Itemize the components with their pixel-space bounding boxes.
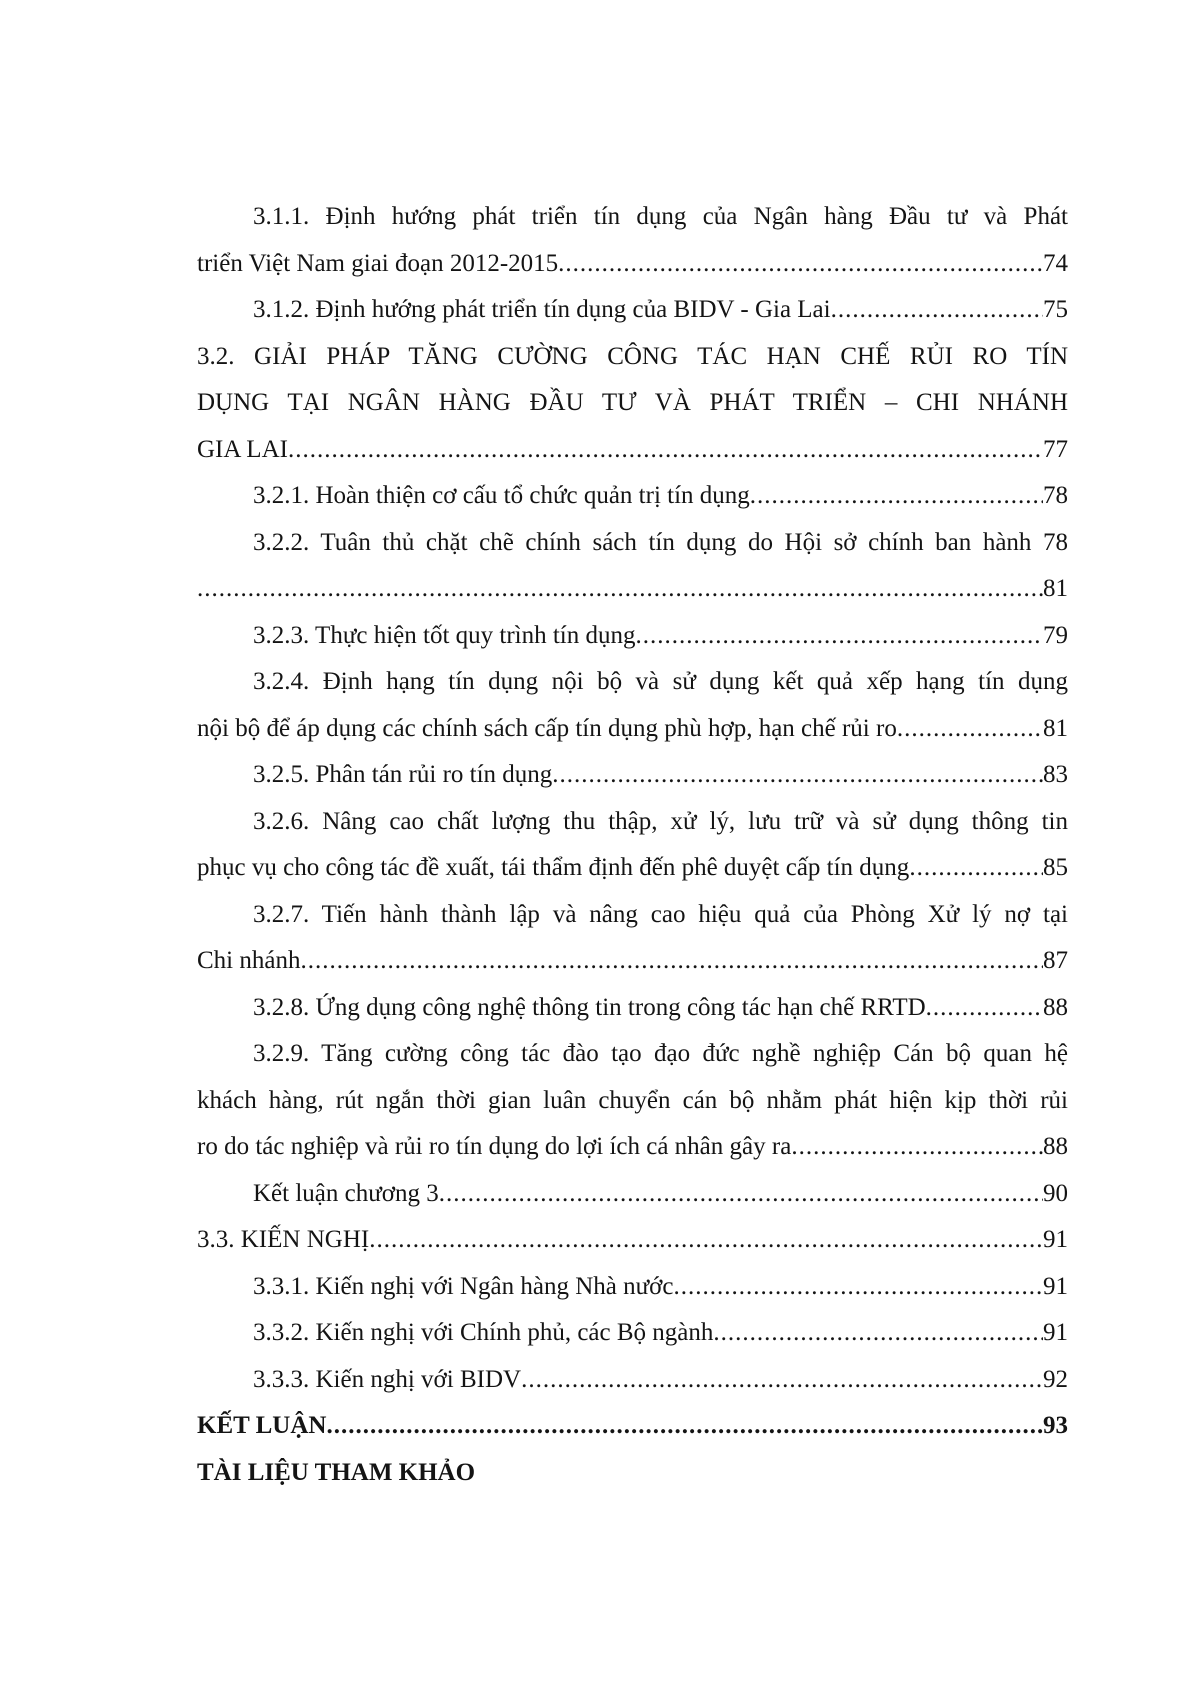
toc-entry-title: 3.2.3. Thực hiện tốt quy trình tín dụng xyxy=(253,621,636,649)
toc-entry-line: khách hàng, rút ngắn thời gian luân chuyển cán bộ nhằm phát hiện kịp thời rủi xyxy=(197,1086,1068,1114)
toc-entry-title: 3.2.8. Ứng dụng công nghệ thông tin trong công tác hạn chế RRTD xyxy=(253,993,926,1021)
toc-entry-line: 3.2.2. Tuân thủ chặt chẽ chính sách tín dụng do Hội sở chính ban hành 78 xyxy=(253,528,1068,556)
dot-leader xyxy=(713,1310,1043,1357)
toc-page-number: 77 xyxy=(1043,435,1068,463)
toc-entry[interactable] xyxy=(197,520,1068,613)
dot-leader xyxy=(552,752,1043,799)
toc-entry[interactable] xyxy=(197,1171,1068,1218)
toc-entry-title: Kết luận chương 3 xyxy=(253,1179,439,1207)
dot-leader xyxy=(288,427,1043,474)
toc-entry-title: triển Việt Nam giai đoạn 2012-2015 xyxy=(197,249,559,277)
toc-page-number: 91 xyxy=(1043,1226,1068,1253)
toc-entry-title: 3.3.3. Kiến nghị với BIDV xyxy=(253,1365,522,1393)
toc-page-number: 79 xyxy=(1043,621,1068,649)
table-of-contents xyxy=(197,194,1068,1496)
toc-page-number: 88 xyxy=(1043,1133,1068,1160)
toc-entry-title: ro do tác nghiệp và rủi ro tín dụng do lợi ích cá nhân gây ra xyxy=(197,1133,792,1160)
toc-page-number: 91 xyxy=(1043,1272,1068,1300)
dot-leader xyxy=(636,613,1043,660)
toc-entry-line: 3.2.4. Định hạng tín dụng nội bộ và sử dụng kết quả xếp hạng tín dụng xyxy=(253,668,1068,695)
dot-leader xyxy=(791,1124,1043,1171)
toc-entry-title: phục vụ cho công tác đề xuất, tái thẩm định đến phê duyệt cấp tín dụng xyxy=(197,854,910,881)
toc-page-number: 92 xyxy=(1043,1365,1068,1393)
toc-entry[interactable] xyxy=(197,334,1068,474)
toc-entry-line: 3.2. GIẢI PHÁP TĂNG CƯỜNG CÔNG TÁC HẠN CHẾ RỦI RO TÍN xyxy=(197,342,1068,370)
dot-leader xyxy=(300,938,1043,985)
dot-leader xyxy=(369,1217,1043,1264)
toc-entry[interactable] xyxy=(197,892,1068,985)
dot-leader xyxy=(673,1264,1043,1311)
toc-page-number: 87 xyxy=(1043,947,1068,974)
toc-page-number: 78 xyxy=(1043,482,1068,509)
toc-entry[interactable] xyxy=(197,1403,1068,1450)
toc-entry[interactable] xyxy=(197,1450,1068,1497)
toc-entry[interactable] xyxy=(197,473,1068,520)
toc-entry-title: 3.2.1. Hoàn thiện cơ cấu tổ chức quản trị tín dụng xyxy=(253,482,750,509)
toc-entry-title: nội bộ để áp dụng các chính sách cấp tín dụng phù hợp, hạn chế rủi ro xyxy=(197,714,897,742)
dot-leader xyxy=(326,1403,1043,1450)
toc-entry-line: 3.1.1. Định hướng phát triển tín dụng của Ngân hàng Đầu tư và Phát xyxy=(253,203,1068,230)
toc-page-number: 88 xyxy=(1043,993,1068,1021)
toc-page-number: 81 xyxy=(1043,575,1068,602)
toc-entry-title: KẾT LUẬN xyxy=(197,1412,327,1439)
dot-leader xyxy=(521,1357,1043,1404)
dot-leader xyxy=(897,706,1043,753)
toc-entry[interactable] xyxy=(197,287,1068,334)
toc-page-number: 74 xyxy=(1043,249,1068,277)
dot-leader xyxy=(439,1171,1043,1218)
toc-entry[interactable] xyxy=(197,1217,1068,1264)
toc-entry[interactable] xyxy=(197,799,1068,892)
toc-page-number: 90 xyxy=(1043,1179,1068,1207)
toc-entry[interactable] xyxy=(197,1264,1068,1311)
toc-entry-title: GIA LAI xyxy=(197,435,288,463)
toc-page-number: 81 xyxy=(1043,714,1068,742)
toc-entry-title: 3.3. KIẾN NGHỊ xyxy=(197,1226,370,1253)
toc-entry[interactable] xyxy=(197,613,1068,660)
toc-entry[interactable] xyxy=(197,1310,1068,1357)
toc-entry[interactable] xyxy=(197,985,1068,1032)
toc-entry-title: 3.3.1. Kiến nghị với Ngân hàng Nhà nước xyxy=(253,1272,674,1300)
toc-entry[interactable] xyxy=(197,752,1068,799)
dot-leader xyxy=(926,985,1043,1032)
toc-entry-line: 3.2.9. Tăng cường công tác đào tạo đạo đức nghề nghiệp Cán bộ quan hệ xyxy=(253,1040,1068,1067)
toc-page-number: 91 xyxy=(1043,1319,1068,1346)
toc-entry-line: 3.2.6. Nâng cao chất lượng thu thập, xử lý, lưu trữ và sử dụng thông tin xyxy=(253,807,1068,835)
toc-entry-title: 3.3.2. Kiến nghị với Chính phủ, các Bộ ngành xyxy=(253,1319,714,1346)
toc-entry-line: DỤNG TẠI NGÂN HÀNG ĐẦU TƯ VÀ PHÁT TRIỂN – CHI NHÁNH xyxy=(197,389,1068,416)
dot-leader xyxy=(909,845,1043,892)
toc-entry[interactable] xyxy=(197,659,1068,752)
toc-page-number: 93 xyxy=(1043,1412,1068,1439)
toc-entry[interactable] xyxy=(197,194,1068,287)
toc-page-number: 75 xyxy=(1043,296,1068,323)
dot-leader xyxy=(831,287,1043,334)
toc-entry-title: 3.2.5. Phân tán rủi ro tín dụng xyxy=(253,761,553,788)
toc-page-number: 83 xyxy=(1043,761,1068,788)
toc-entry-line: 3.2.7. Tiến hành thành lập và nâng cao hiệu quả của Phòng Xử lý nợ tại xyxy=(253,900,1068,928)
toc-entry-title: Chi nhánh xyxy=(197,947,301,974)
toc-page-number: 85 xyxy=(1043,854,1068,881)
dot-leader xyxy=(558,241,1043,288)
toc-entry-title: TÀI LIỆU THAM KHẢO xyxy=(197,1458,476,1486)
dot-leader xyxy=(750,473,1043,520)
toc-entry-title: 3.1.2. Định hướng phát triển tín dụng của BIDV - Gia Lai xyxy=(253,296,831,323)
toc-entry[interactable] xyxy=(197,1031,1068,1171)
toc-entry[interactable] xyxy=(197,1357,1068,1404)
dot-leader xyxy=(197,566,1043,613)
